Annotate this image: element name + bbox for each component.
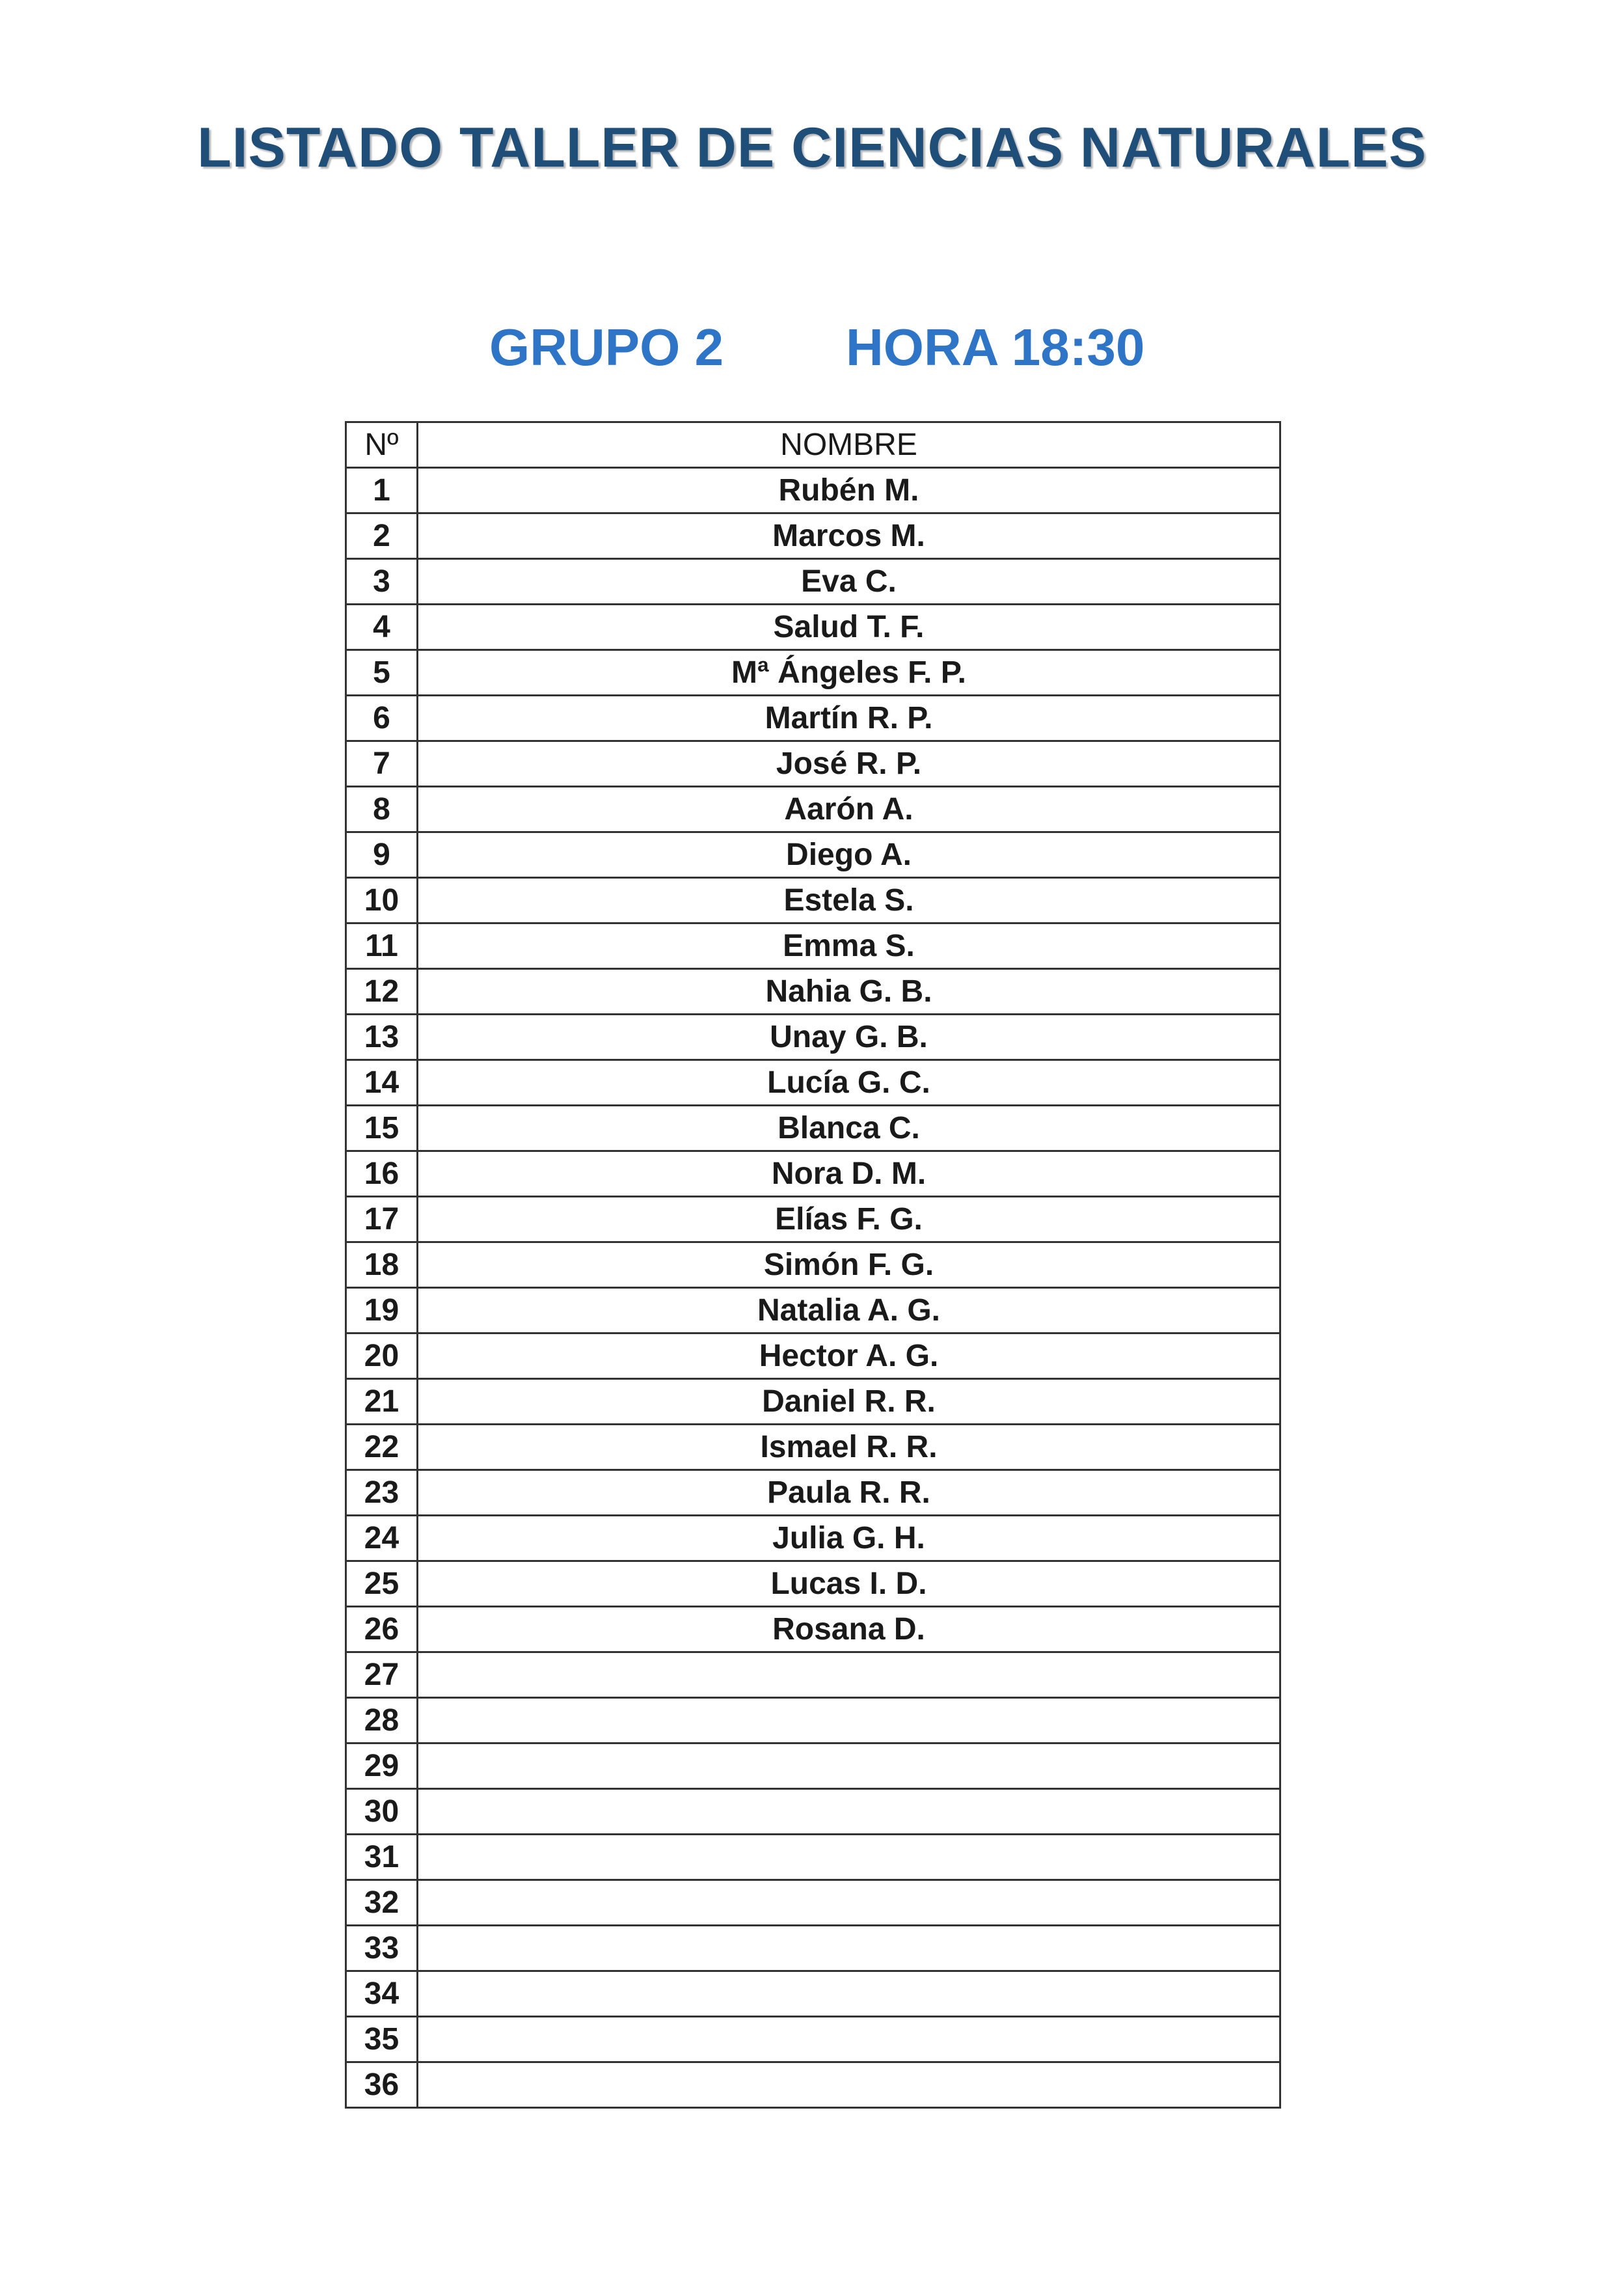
table-row (346, 1015, 1280, 1060)
table-row (346, 832, 1280, 878)
row-name: Diego A. (418, 832, 1280, 878)
row-name (418, 1926, 1280, 1971)
table-row (346, 1197, 1280, 1242)
table-row (346, 1607, 1280, 1652)
row-name (418, 2062, 1280, 2108)
table-row (346, 1151, 1280, 1197)
row-number: 34 (346, 1971, 418, 2017)
page-title: LISTADO TALLER DE CIENCIAS NATURALES (197, 116, 1427, 179)
row-number: 19 (346, 1288, 418, 1333)
table-row (346, 1561, 1280, 1607)
row-name (418, 1835, 1280, 1880)
table-header-row (346, 422, 1280, 468)
number-column-header: Nº (346, 422, 418, 468)
table-row (346, 605, 1280, 650)
name-column-header: NOMBRE (418, 422, 1280, 468)
row-name: Lucía G. C. (418, 1060, 1280, 1106)
row-name: Hector A. G. (418, 1333, 1280, 1379)
table-row (346, 787, 1280, 832)
row-name: Rubén M. (418, 468, 1280, 513)
row-number: 16 (346, 1151, 418, 1197)
row-name: Julia G. H. (418, 1516, 1280, 1561)
row-number: 35 (346, 2017, 418, 2062)
row-name: Daniel R. R. (418, 1379, 1280, 1425)
row-number: 17 (346, 1197, 418, 1242)
table-row (346, 1652, 1280, 1698)
row-name: Emma S. (418, 923, 1280, 969)
table-row (346, 878, 1280, 923)
row-number: 25 (346, 1561, 418, 1607)
table-row (346, 1835, 1280, 1880)
row-name: Rosana D. (418, 1607, 1280, 1652)
row-name (418, 1789, 1280, 1835)
row-number: 33 (346, 1926, 418, 1971)
row-number: 29 (346, 1744, 418, 1789)
table-row (346, 696, 1280, 741)
table-row (346, 741, 1280, 787)
row-name: Blanca C. (418, 1106, 1280, 1151)
row-name: Paula R. R. (418, 1470, 1280, 1516)
hour-label: HORA 18:30 (846, 318, 1145, 376)
row-name (418, 2017, 1280, 2062)
table-row (346, 1470, 1280, 1516)
row-number: 26 (346, 1607, 418, 1652)
row-number: 32 (346, 1880, 418, 1926)
table-row (346, 1744, 1280, 1789)
row-number: 10 (346, 878, 418, 923)
row-name: Estela S. (418, 878, 1280, 923)
row-number: 1 (346, 468, 418, 513)
table-row (346, 1880, 1280, 1926)
row-name: Simón F. G. (418, 1242, 1280, 1288)
row-name: José R. P. (418, 741, 1280, 787)
row-name: Elías F. G. (418, 1197, 1280, 1242)
row-number: 8 (346, 787, 418, 832)
row-name (418, 1880, 1280, 1926)
row-number: 27 (346, 1652, 418, 1698)
table-row (346, 2017, 1280, 2062)
table-row (346, 1379, 1280, 1425)
table-row (346, 650, 1280, 696)
row-number: 9 (346, 832, 418, 878)
row-name (418, 1971, 1280, 2017)
row-number: 6 (346, 696, 418, 741)
row-name: Salud T. F. (418, 605, 1280, 650)
table-row (346, 1516, 1280, 1561)
row-number: 13 (346, 1015, 418, 1060)
table-row (346, 1971, 1280, 2017)
table-row (346, 559, 1280, 605)
table-row (346, 1333, 1280, 1379)
row-name: Marcos M. (418, 513, 1280, 559)
row-number: 36 (346, 2062, 418, 2108)
table-row (346, 1425, 1280, 1470)
row-number: 5 (346, 650, 418, 696)
row-number: 7 (346, 741, 418, 787)
row-name: Lucas I. D. (418, 1561, 1280, 1607)
table-row (346, 468, 1280, 513)
row-name: Natalia A. G. (418, 1288, 1280, 1333)
roster-body (346, 468, 1280, 2108)
row-number: 3 (346, 559, 418, 605)
row-number: 31 (346, 1835, 418, 1880)
row-number: 20 (346, 1333, 418, 1379)
row-number: 21 (346, 1379, 418, 1425)
row-name: Mª Ángeles F. P. (418, 650, 1280, 696)
table-row (346, 1789, 1280, 1835)
group-label: GRUPO 2 (489, 318, 724, 376)
row-number: 15 (346, 1106, 418, 1151)
row-number: 30 (346, 1789, 418, 1835)
row-name: Eva C. (418, 559, 1280, 605)
row-number: 11 (346, 923, 418, 969)
row-name (418, 1652, 1280, 1698)
table-row (346, 1698, 1280, 1744)
table-row (346, 1060, 1280, 1106)
row-name: Martín R. P. (418, 696, 1280, 741)
row-name (418, 1744, 1280, 1789)
row-number: 4 (346, 605, 418, 650)
row-name (418, 1698, 1280, 1744)
row-name: Aarón A. (418, 787, 1280, 832)
table-row (346, 1106, 1280, 1151)
row-name: Nahia G. B. (418, 969, 1280, 1015)
table-row (346, 923, 1280, 969)
table-row (346, 969, 1280, 1015)
row-name: Nora D. M. (418, 1151, 1280, 1197)
row-number: 18 (346, 1242, 418, 1288)
table-row (346, 1288, 1280, 1333)
table-row (346, 1926, 1280, 1971)
row-number: 2 (346, 513, 418, 559)
row-name: Ismael R. R. (418, 1425, 1280, 1470)
row-number: 24 (346, 1516, 418, 1561)
row-number: 28 (346, 1698, 418, 1744)
table-row (346, 513, 1280, 559)
row-number: 14 (346, 1060, 418, 1106)
row-number: 12 (346, 969, 418, 1015)
row-number: 23 (346, 1470, 418, 1516)
row-number: 22 (346, 1425, 418, 1470)
table-row (346, 1242, 1280, 1288)
row-name: Unay G. B. (418, 1015, 1280, 1060)
roster-table (345, 421, 1281, 2109)
table-row (346, 2062, 1280, 2108)
